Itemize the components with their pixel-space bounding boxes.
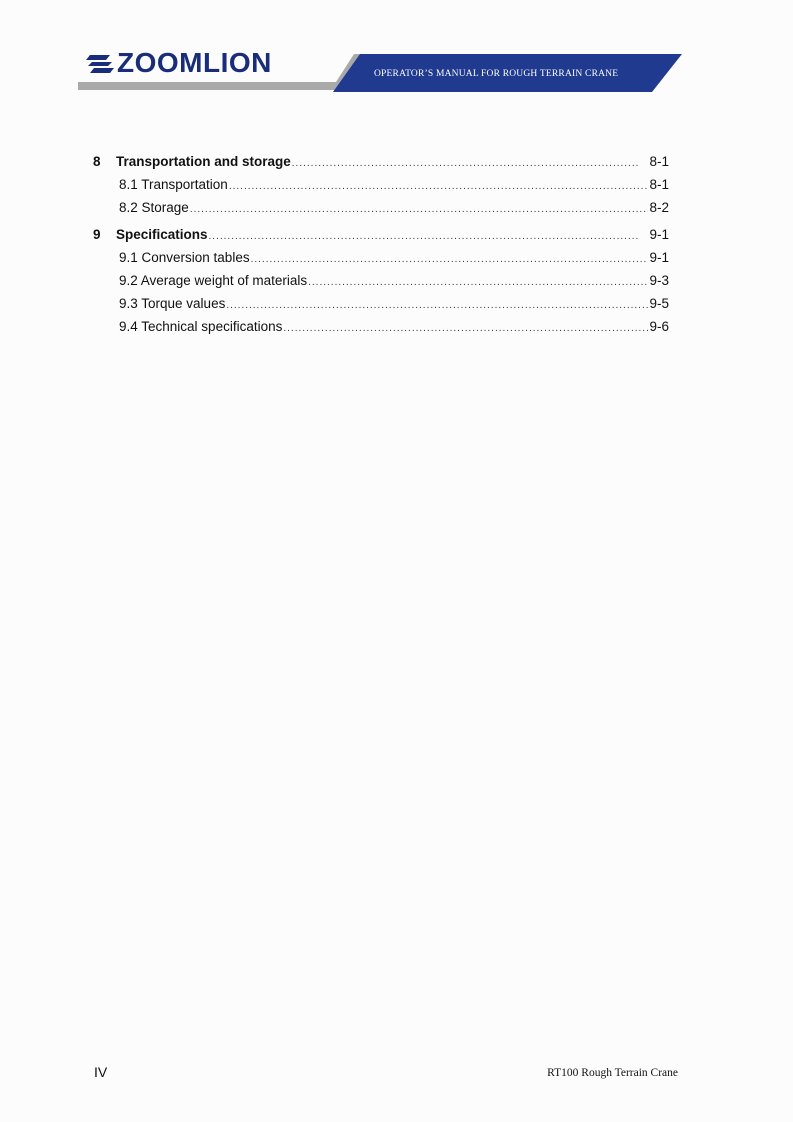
toc-page-number: 8-1 (649, 154, 669, 169)
toc-page-number: 8-1 (649, 177, 669, 192)
toc-chapter-title: Transportation and storage (116, 154, 291, 169)
toc-chapter-9[interactable] (93, 223, 669, 246)
footer-page-number: IV (94, 1064, 108, 1080)
toc-section-8-1[interactable] (93, 173, 669, 196)
toc-section-9-1[interactable] (93, 246, 669, 269)
toc-leader-dots (226, 294, 648, 317)
toc-page-number: 9-1 (649, 250, 669, 265)
toc-page-number: 9-1 (649, 227, 669, 242)
toc-leader-dots (209, 225, 641, 248)
toc-section-9-4[interactable] (93, 315, 669, 338)
table-of-contents (93, 150, 669, 338)
toc-chapter-number: 8 (93, 154, 101, 169)
toc-leader-dots (190, 198, 649, 221)
toc-section-title: 9.2 Average weight of materials (119, 273, 308, 288)
zoomlion-logo-icon (86, 52, 114, 76)
toc-section-9-2[interactable] (93, 269, 669, 292)
manual-title: OPERATOR’S MANUAL FOR ROUGH TERRAIN CRANE (374, 69, 619, 79)
toc-chapter-8[interactable] (93, 150, 669, 173)
page-header (0, 0, 793, 100)
toc-section-title: 8.1 Transportation (119, 177, 228, 192)
toc-leader-dots (251, 248, 649, 271)
toc-leader-dots (292, 152, 641, 175)
toc-leader-dots (283, 317, 648, 340)
toc-page-number: 9-6 (649, 319, 669, 334)
toc-section-9-3[interactable] (93, 292, 669, 315)
toc-chapter-number: 9 (93, 227, 101, 242)
toc-section-title: 9.4 Technical specifications (119, 319, 283, 334)
toc-page-number: 9-3 (649, 273, 669, 288)
toc-leader-dots (229, 175, 649, 198)
brand-name: ZOOMLION (117, 47, 272, 78)
toc-section-title: 8.2 Storage (119, 200, 189, 215)
toc-section-title: 9.1 Conversion tables (119, 250, 250, 265)
toc-leader-dots (308, 271, 648, 294)
toc-page-number: 8-2 (649, 200, 669, 215)
toc-chapter-title: Specifications (116, 227, 208, 242)
toc-section-title: 9.3 Torque values (119, 296, 226, 311)
footer-product-name: RT100 Rough Terrain Crane (547, 1067, 678, 1079)
toc-section-8-2[interactable] (93, 196, 669, 219)
toc-page-number: 9-5 (649, 296, 669, 311)
